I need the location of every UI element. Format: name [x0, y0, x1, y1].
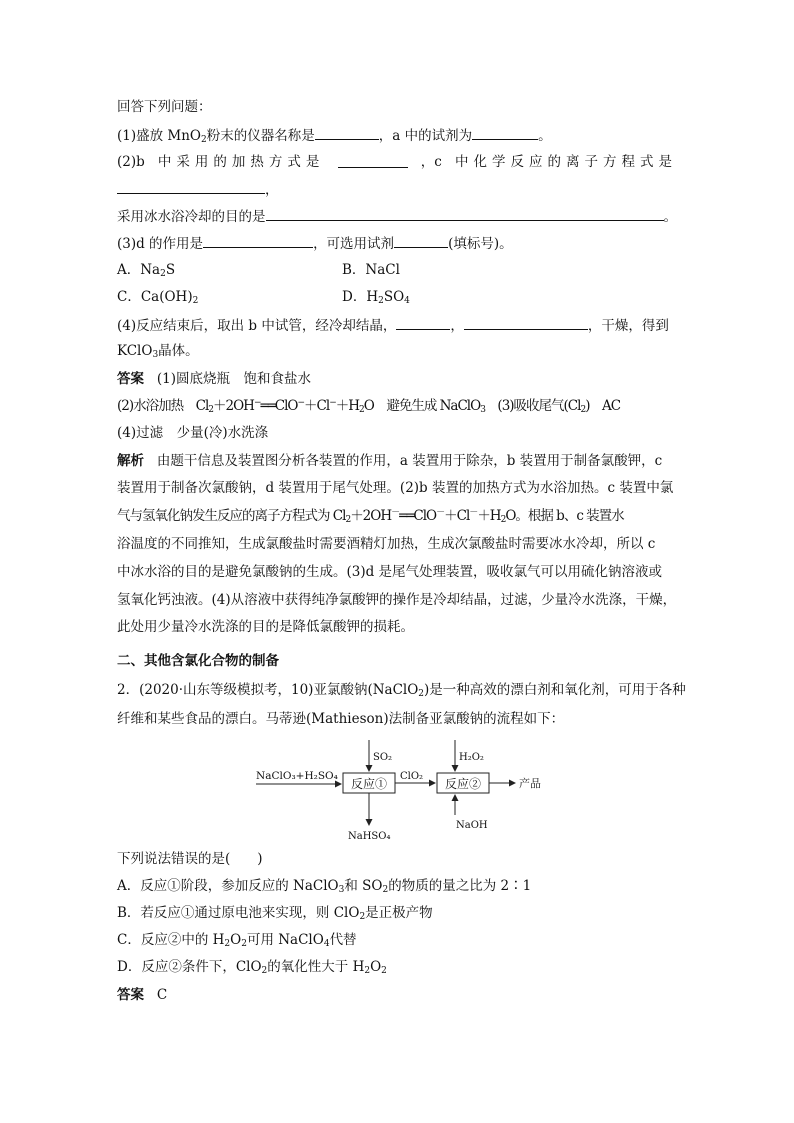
answer-blank[interactable]: [396, 314, 450, 330]
question-4: (4)反应结束后，取出 b 中试管，经冷却结晶， ， ，干燥，得到: [117, 314, 669, 336]
answer-blank[interactable]: [394, 232, 448, 248]
section-heading: 二、其他含氯化合物的制备: [117, 653, 279, 669]
naoh-label: NaOH: [456, 820, 488, 831]
answer-blank[interactable]: [203, 232, 313, 248]
analysis-line-4: 浴温度的不同推知，生成氯酸盐时需要酒精灯加热，生成次氯酸盐时需要冰水冷却，所以 c: [117, 536, 656, 552]
answer-blank[interactable]: [315, 124, 379, 140]
question-2-cont: ，: [117, 178, 279, 200]
answer-1: 答案 (1)圆底烧瓶 饱和食盐水: [117, 371, 311, 387]
answer-2: (2)水浴加热 $Cl_2+2OH^-══ClO^-+Cl^-+H_2O$ 避免生成 NaClO$_3$ (3)吸收尾气$(Cl_2)$ AC: [117, 398, 621, 415]
question-1: (1)盛放 MnO$_2$粉末的仪器名称是 ，a 中的试剂为 。: [117, 124, 552, 146]
analysis-line-2: 装置用于制备次氯酸钠，d 装置用于尾气处理。(2)b 装置的加热方式为水浴加热。c 装置中氯: [117, 480, 674, 496]
answer-blank[interactable]: [464, 314, 588, 330]
question-4-cont: KClO$_3$晶体。: [117, 343, 199, 360]
answer-2-section: [117, 985, 167, 1005]
analysis-line-6: 氢氧化钙浊液。(4)从溶液中获得纯净氯酸钾的操作是冷却结晶，过滤，少量冷水洗涤，干燥，: [117, 592, 677, 608]
option-c: C．$Ca(OH)_2$: [117, 289, 199, 306]
product-label: 产品: [519, 777, 541, 790]
question-2b: 采用冰水浴冷却的目的是 。: [117, 205, 677, 227]
intro-line: 回答下列问题：: [117, 99, 212, 115]
option-b: B．NaCl: [342, 262, 400, 278]
h2o2-label: H₂O₂: [459, 752, 484, 763]
input-label: NaClO₃+H₂SO₄: [256, 770, 338, 782]
choice-b: B．若反应①通过原电池来实现，则 ClO$_2$是正极产物: [117, 905, 433, 922]
flow-diagram: [240, 735, 560, 845]
analysis-line-3: 气与氢氧化钠发生反应的离子方程式为 $Cl_2+2OH^-══ClO^-+Cl^-+H_2O$。根据 b、c 装置水: [117, 508, 624, 525]
options-row-1: [117, 260, 400, 280]
answer-blank[interactable]: [338, 152, 408, 168]
answer-blank[interactable]: [472, 124, 538, 140]
answer-4: (4)过滤 少量(冷)水洗涤: [117, 425, 269, 441]
analysis-line-7: 此处用少量冷水洗涤的目的是降低氯酸钾的损耗。: [117, 619, 414, 635]
choice-d: D．反应②条件下，ClO$_2$的氧化性大于 $H_2O_2$: [117, 959, 387, 976]
answer-value: C: [156, 987, 168, 1003]
option-a: A．$Na_2S$: [117, 262, 176, 279]
analysis-line-1: 解析 由题干信息及装置图分析各装置的作用，a 装置用于除杂，b 装置用于制备氯酸钾，c: [117, 453, 663, 469]
question-2: (2)b 中采用的加热方式是 ，c 中化学反应的离子方程式是: [117, 154, 677, 170]
clo2-label: ClO₂: [400, 771, 424, 782]
so2-label: SO₂: [373, 752, 393, 763]
reaction-1-label: 反应①: [350, 777, 388, 791]
question-3: (3)d 的作用是 ，可选用试剂 (填标号)。: [117, 232, 513, 254]
reaction-2-label: 反应②: [444, 777, 482, 791]
choice-a: A．反应①阶段，参加反应的 NaClO$_3$和 $SO_2$的物质的量之比为 2∶1: [117, 878, 532, 895]
answer-label: 答案: [117, 987, 144, 1003]
answer-blank[interactable]: [266, 205, 664, 221]
answer-label: 答案: [117, 371, 144, 387]
answer-blank[interactable]: [117, 178, 265, 194]
choice-c: C．反应②中的 $H_2O_2$可用 NaClO$_4$代替: [117, 932, 357, 949]
analysis-label: 解析: [117, 453, 144, 469]
question-stem: 下列说法错误的是( ): [117, 851, 263, 867]
question-2-stem-line-1: 2．(2020·山东等级模拟考，10)亚氯酸钠(NaClO$_2$)是一种高效的漂白剂和氧化剂，可用于各种: [117, 682, 686, 699]
analysis-line-5: 中冰水浴的目的是避免氯酸钠的生成。(3)d 是尾气处理装置，吸收氯气可以用硫化钠溶液或: [117, 564, 663, 580]
nahso4-label: NaHSO₄: [348, 831, 391, 842]
option-d: D．$H_2SO_4$: [342, 289, 410, 306]
options-row-2: [117, 287, 410, 307]
question-2-stem-line-2: 纤维和某些食品的漂白。马蒂逊(Mathieson)法制备亚氯酸钠的流程如下：: [117, 711, 565, 727]
